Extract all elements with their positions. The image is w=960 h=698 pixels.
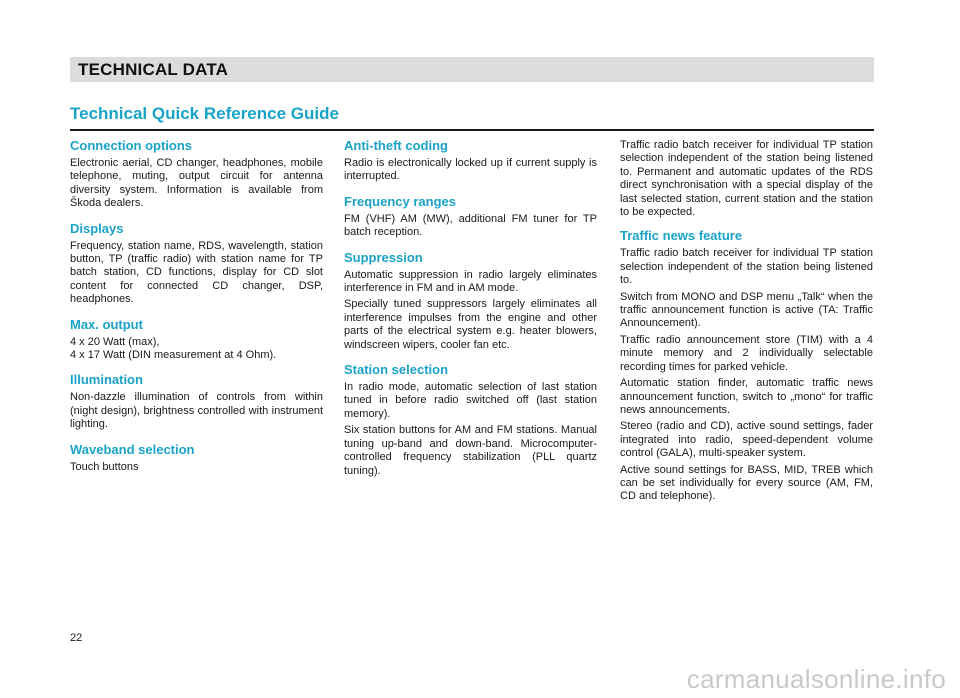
section-paragraph: Traffic radio announcement store (TIM) with a 4 minute memory and 2 individually selectable recording times for parked vehicle. xyxy=(620,333,873,373)
section-paragraph: In radio mode, automatic selection of last station tuned in before radio switched off (last station memory). xyxy=(344,381,597,420)
section-heading: Illumination xyxy=(70,372,143,388)
section-paragraph: Switch from MONO and DSP menu „Talk“ when the traffic announcement function is active (TA: Traffic Announcement). xyxy=(620,290,873,330)
title-divider xyxy=(70,129,874,131)
section-paragraph: Non-dazzle illumination of controls from within (night design), brightness controlled with instrument lighting. xyxy=(70,391,323,431)
section-max-output xyxy=(70,316,323,363)
section-anti-theft-coding xyxy=(344,137,597,184)
section-displays xyxy=(70,220,323,307)
section-paragraph: Traffic radio batch receiver for individual TP station selection independent of the station being listened to. Permanent and automatic updates of the RDS direct synchronisation with a special display of the last selected station, current station and the station to be expected. xyxy=(620,139,873,219)
section-heading: Anti-theft coding xyxy=(344,138,448,153)
column-2 xyxy=(344,137,597,487)
watermark: carmanualsonline.info xyxy=(686,664,946,694)
section-paragraph: Electronic aerial, CD changer, headphones, mobile telephone, muting, output circuit for antenna diversity system. Information is available from Škoda dealers. xyxy=(70,157,323,210)
section-suppression xyxy=(344,249,597,352)
section-paragraph: 4 x 17 Watt (DIN measurement at 4 Ohm). xyxy=(70,349,277,362)
section-title: TECHNICAL DATA xyxy=(78,60,229,79)
section-header-band xyxy=(70,57,874,82)
section-heading: Displays xyxy=(70,220,124,236)
section-paragraph: Automatic station finder, automatic traffic news announcement function, switch to „mono“ for traffic news announcements. xyxy=(620,377,873,416)
section-paragraph: 4 x 20 Watt (max), xyxy=(70,335,160,348)
section-station-selection xyxy=(344,361,597,478)
page-title: Technical Quick Reference Guide xyxy=(70,104,339,123)
section-paragraph: Frequency, station name, RDS, wavelength, station button, TP (traffic radio) with station name for TP batch station, CD functions, display for CD slot content for connected CD changer, DSP, headphones. xyxy=(70,239,323,306)
section-illumination xyxy=(70,371,323,431)
section-paragraph: Active sound settings for BASS, MID, TREB which can be set individually for every source (AM, FM, CD and telephone). xyxy=(620,463,873,503)
section-paragraph: Automatic suppression in radio largely eliminates interference in FM and in AM mode. xyxy=(344,268,597,295)
section-heading: Connection options xyxy=(70,138,193,153)
column-3 xyxy=(620,139,873,512)
section-heading: Frequency ranges xyxy=(344,193,456,209)
section-heading: Suppression xyxy=(344,249,423,265)
section-heading: Traffic news feature xyxy=(620,228,743,244)
column-1 xyxy=(70,137,323,483)
section-paragraph: Traffic radio batch receiver for individual TP station selection independent of the station being listened to. xyxy=(620,247,873,287)
section-paragraph: FM (VHF) AM (MW), additional FM tuner for TP batch reception. xyxy=(344,212,597,239)
section-frequency-ranges xyxy=(344,193,597,240)
section-connection-options xyxy=(70,137,323,211)
section-paragraph: Specially tuned suppressors largely eliminates all interference impulses from the engine and other parts of the electrical system e.g. heater blowers, windscreen wipers, cooler fan etc. xyxy=(344,298,597,351)
section-traffic-radio-batch xyxy=(620,139,873,219)
section-heading: Station selection xyxy=(344,362,449,378)
section-waveband-selection xyxy=(70,441,323,474)
section-paragraph: Stereo (radio and CD), active sound settings, fader integrated into radio, speed-dependent volume control (GALA), multi-speaker system. xyxy=(620,420,873,460)
section-heading: Max. output xyxy=(70,316,143,332)
page-number: 22 xyxy=(70,632,83,644)
section-traffic-news-feature xyxy=(620,227,873,503)
section-paragraph: Radio is electronically locked up if current supply is interrupted. xyxy=(344,157,597,183)
section-paragraph: Six station buttons for AM and FM stations. Manual tuning up-band and down-band. Microcomputer-controlled frequency stabilization (PLL quartz tuning). xyxy=(344,424,597,477)
section-heading: Waveband selection xyxy=(70,441,195,457)
section-paragraph: Touch buttons xyxy=(70,460,139,473)
